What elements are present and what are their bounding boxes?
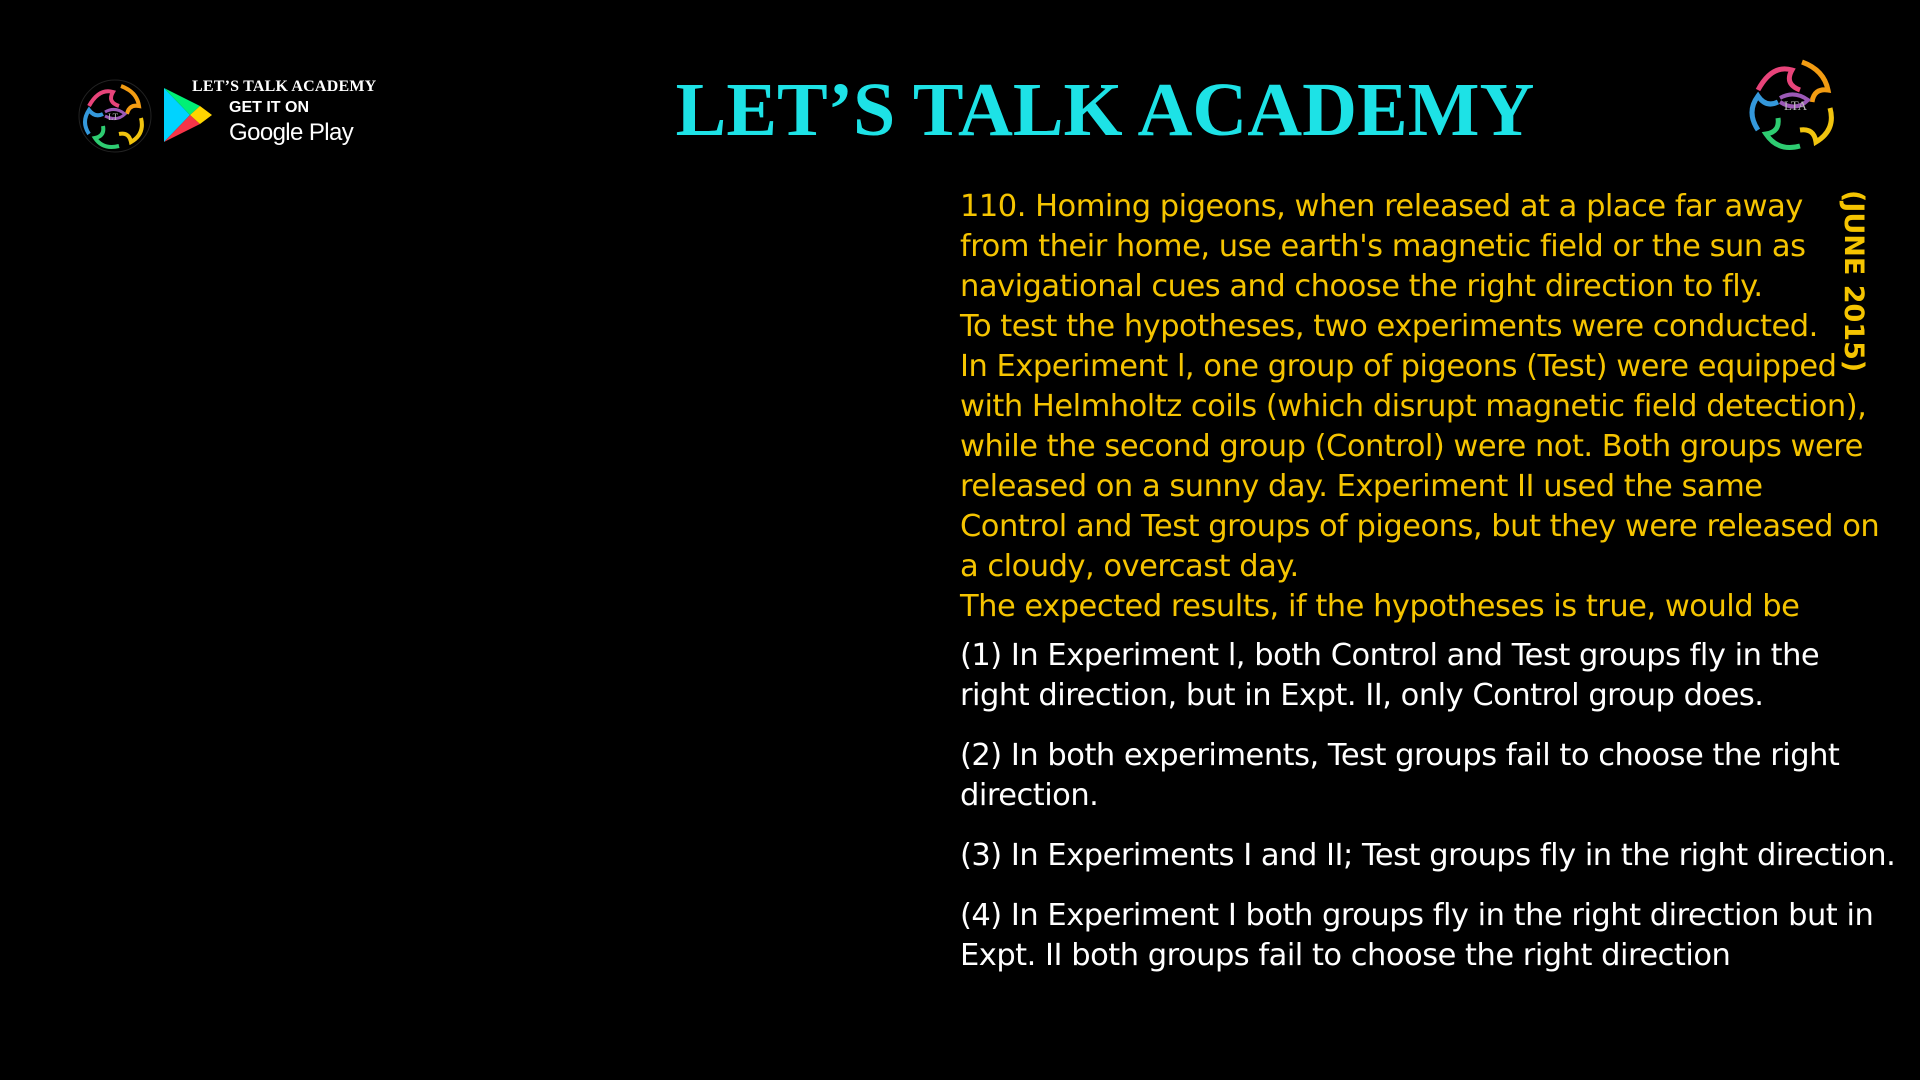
option-line: right direction, but in Expt. II, only Control group does. (960, 678, 1764, 713)
badge-get-it-text[interactable]: GET IT ON (229, 99, 309, 116)
question-line: 110. Homing pigeons, when released at a place far away (960, 189, 1803, 224)
option-line: (4) In Experiment I both groups fly in the right direction but in (960, 898, 1874, 933)
question-line: In Experiment l, one group of pigeons (Test) were equipped (960, 349, 1837, 384)
option-4[interactable] (960, 896, 1920, 976)
option-line: (2) In both experiments, Test groups fail to choose the right (960, 738, 1840, 773)
question-line: navigational cues and choose the right direction to fly. (960, 269, 1763, 304)
question-text (960, 187, 1900, 627)
answer-options (960, 636, 1920, 996)
option-1[interactable] (960, 636, 1920, 716)
option-3[interactable] (960, 836, 1920, 876)
option-line: (3) In Experiments I and II; Test groups fly in the right direction. (960, 838, 1896, 873)
question-line: while the second group (Control) were not. Both groups were (960, 429, 1863, 464)
svg-text:LTA: LTA (1784, 98, 1808, 113)
option-line: Expt. II both groups fail to choose the right direction (960, 938, 1731, 973)
question-line: a cloudy, overcast day. (960, 549, 1299, 584)
svg-text:LT: LT (108, 112, 119, 122)
badge-brand-text[interactable]: LET’S TALK ACADEMY (192, 78, 377, 95)
badge-store-name[interactable]: Google Play (229, 119, 354, 146)
question-line: released on a sunny day. Experiment II used the same (960, 469, 1763, 504)
question-line: with Helmholtz coils (which disrupt magnetic field detection), (960, 389, 1867, 424)
exam-tag: (JUNE 2015) (1838, 190, 1869, 373)
question-line: To test the hypotheses, two experiments were conducted. (960, 309, 1818, 344)
question-line: The expected results, if the hypotheses is true, would be (960, 589, 1800, 624)
page-title: LET’S TALK ACADEMY (675, 68, 1535, 152)
question-line: from their home, use earth's magnetic field or the sun as (960, 229, 1806, 264)
option-line: (1) In Experiment l, both Control and Test groups fly in the (960, 638, 1820, 673)
question-line: Control and Test groups of pigeons, but they were released on (960, 509, 1880, 544)
lta-logo-icon (1738, 48, 1850, 160)
option-line: direction. (960, 778, 1099, 813)
option-2[interactable] (960, 736, 1920, 816)
